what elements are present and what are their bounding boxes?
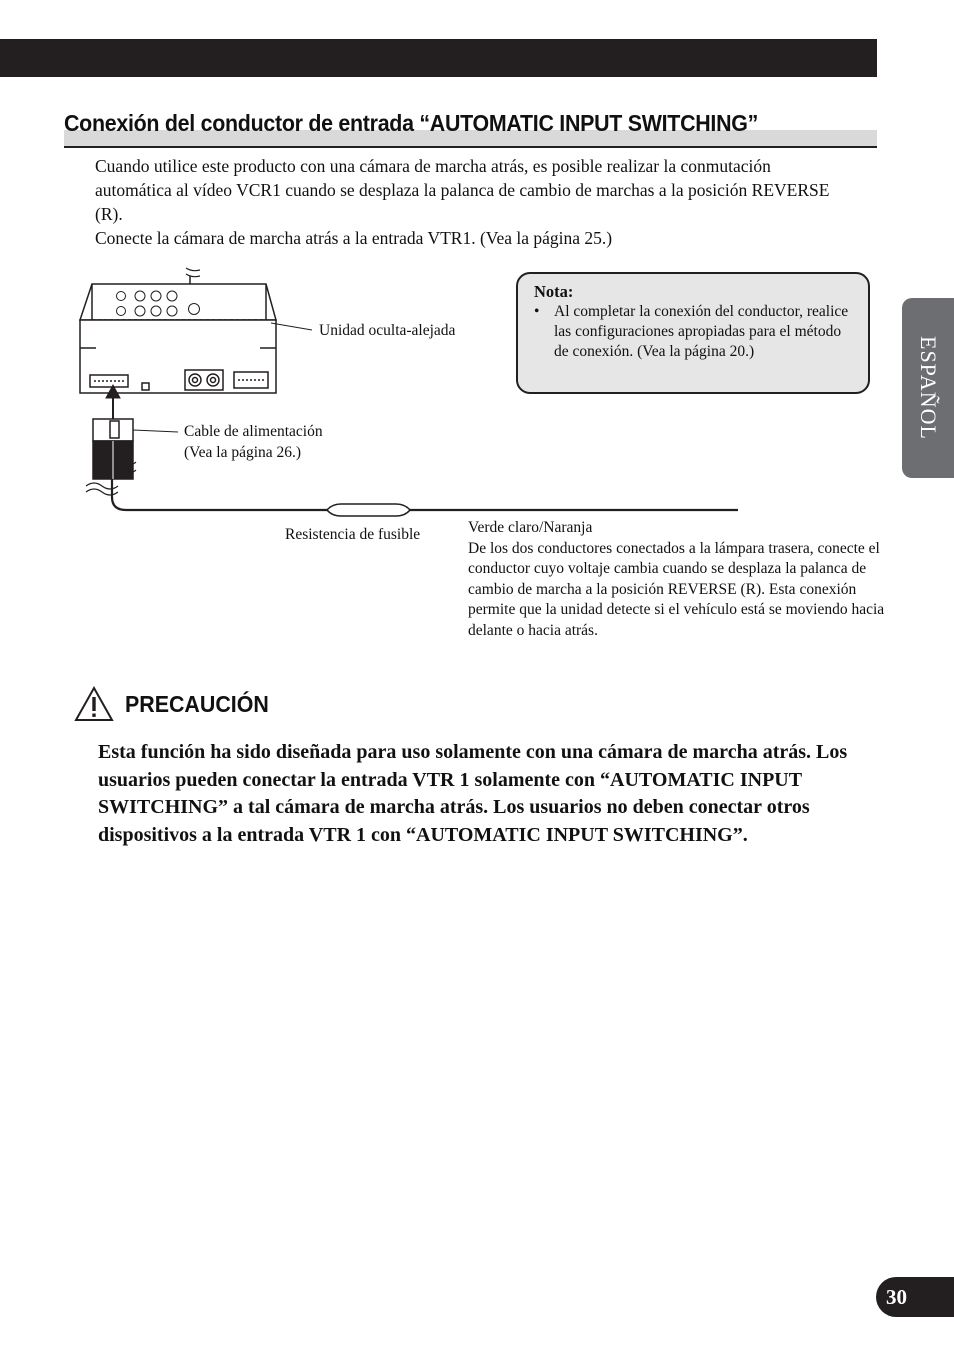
intro-text xyxy=(95,154,835,250)
remote-unit-drawing xyxy=(80,268,276,393)
intro-paragraph-1: Cuando utilice este producto con una cámara de marcha atrás, es posible realizar la conmutación automática al vídeo VCR1 cuando se desplaza la palanca de cambio de marchas a la posición REVERSE (R). xyxy=(95,156,830,224)
page-number: 30 xyxy=(876,1277,954,1317)
fuse-label: Resistencia de fusible xyxy=(285,526,421,543)
note-box xyxy=(516,272,870,394)
unit-label: Unidad oculta-alejada xyxy=(319,322,456,339)
note-title: Nota: xyxy=(534,282,574,301)
section-title: Conexión del conductor de entrada “AUTOMATIC INPUT SWITCHING” xyxy=(64,110,759,136)
intro-paragraph-2: Conecte la cámara de marcha atrás a la entrada VTR1. (Vea la página 25.) xyxy=(95,228,613,248)
wire-title: Verde claro/Naranja xyxy=(468,519,593,536)
caution-title: PRECAUCIÓN xyxy=(125,690,269,717)
cable-leader-line xyxy=(133,430,178,432)
warning-triangle-icon xyxy=(73,685,115,723)
note-bullet: • xyxy=(534,303,540,320)
note-item xyxy=(534,302,854,362)
power-cable-page-ref: (Vea la página 26.) xyxy=(184,444,302,461)
wire-description-text: De los dos conductores conectados a la lámpara trasera, conecte el conductor cuyo voltaje cambia cuando se desplaza la palanca de cambio de marcha a la posición REVERSE (R). Esta conexión permite que la unidad detecte si el vehículo está se moviendo hacia delante o hacia atrás. xyxy=(468,539,885,639)
language-tab-label: ESPAÑOL xyxy=(916,336,941,440)
signal-wire xyxy=(112,479,738,510)
caution-text: Esta función ha sido diseñada para uso solamente con una cámara de marcha atrás. Los usuarios pueden conectar la entrada VTR 1 solamente con “AUTOMATIC INPUT SWITCHING” a tal cámara de marcha atrás. Los usuarios no deben conectar otros dispositivos a la entrada VTR 1 con “AUTOMATIC INPUT SWITCHING”. xyxy=(98,741,848,846)
power-cable-label: Cable de alimentación xyxy=(184,423,323,440)
section-heading xyxy=(64,110,877,148)
fuse-resistor xyxy=(327,504,410,516)
language-tab xyxy=(902,298,954,478)
unit-leader-line xyxy=(271,323,312,330)
power-plug xyxy=(93,419,136,479)
caution-heading xyxy=(73,684,280,724)
note-text: Al completar la conexión del conductor, realice las configuraciones apropiadas para el método de conexión. (Vea la página 20.) xyxy=(554,303,849,360)
header-bar xyxy=(0,39,877,77)
wire-description xyxy=(468,518,888,641)
